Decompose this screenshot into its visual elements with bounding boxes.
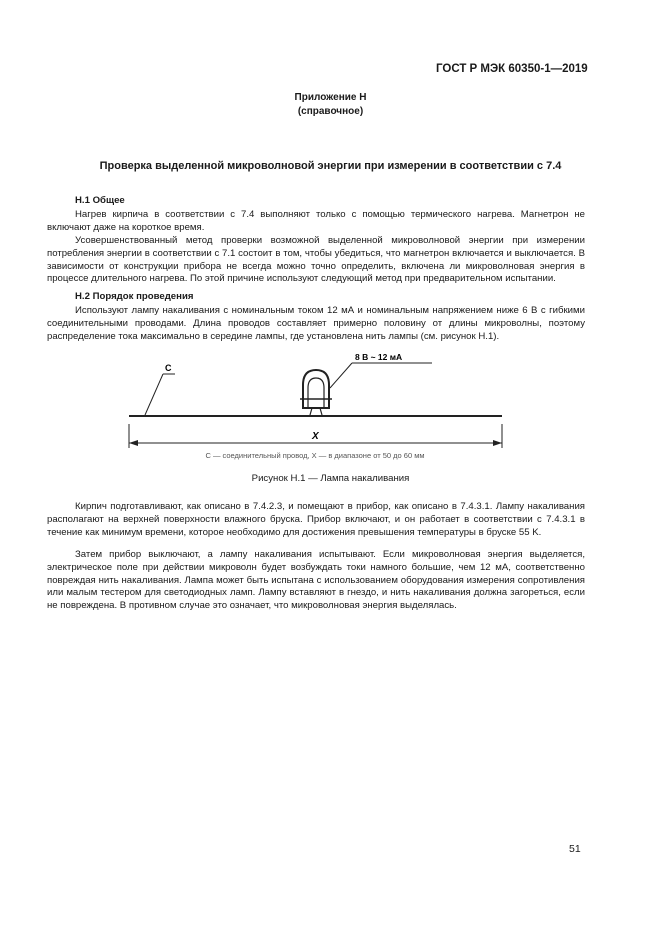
- figure-lamp-diagram: [0, 350, 661, 465]
- document-title: Проверка выделенной микроволновой энергии при измерении в соответствии с 7.4: [99, 160, 562, 172]
- lamp-icon: [300, 370, 332, 415]
- figure-caption: Рисунок Н.1 — Лампа накаливания: [251, 473, 410, 484]
- section-heading-h1: Н.1 Общее: [75, 195, 125, 206]
- paragraph: [47, 235, 585, 286]
- arrow-left: [129, 440, 138, 446]
- section-heading-h2: Н.2 Порядок проведения: [75, 291, 194, 302]
- standard-designation: ГОСТ Р МЭК 60350-1—2019: [436, 63, 588, 75]
- annex-title: Приложение Н: [294, 92, 367, 103]
- arrow-right: [493, 440, 502, 446]
- page-number: 51: [569, 843, 581, 855]
- paragraph-text: Кирпич подготавливают, как описано в 7.4.2.3, и помещают в прибор, как описано в 7.4.3.1. Лампу накаливания располагают на верхней поверхности влажного бруска. Прибор включают, и он работает в соответствии с 7.4.3.1 в течение как минимум времени, которое необходимо для достижения превышения температуры в бруске 55 K.: [47, 501, 585, 538]
- paragraph: [47, 209, 585, 235]
- leader-lamp: [330, 363, 352, 388]
- paragraph-text: Нагрев кирпича в соответствии с 7.4 выполняют только с помощью термического нагрева. Магнетрон не включают даже на короткое время.: [47, 209, 585, 233]
- label-c: C: [165, 363, 172, 373]
- paragraph-text: Усовершенствованный метод проверки возможной выделенной микроволновой энергии при измерении потребления энергии в соответствии с 7.1 состоит в том, чтобы убедиться, что магнетрон включается и выключается. В зависимости от конструкции прибора не всегда можно точно определить, включена ли микроволновая энергия в процессе длительного нагрева. По этой причине используют следующий метод при предварительном испытании.: [47, 235, 585, 285]
- paragraph: [47, 305, 585, 343]
- paragraph-text: Затем прибор выключают, а лампу накаливания испытывают. Если микроволновая энергия выделяется, электрическое поле при действии микроволн будет возбуждать токи намного большие, чем 12 мА, соответственно повреждая нить накаливания. Лампа может быть испытана с использованием оборудования измерения сопротивления или малым тестером для светодиодных ламп. Лампу вставляют в гнездо, и нить накаливания должна загореться, если не повреждена. В противном случае это означает, что микроволновая энергия выделялась.: [47, 549, 585, 612]
- paragraph-text: Используют лампу накаливания с номинальным током 12 мА и номинальным напряжением ниже 6 В с гибкими соединительными проводами. Длина проводов составляет примерно половину от длины микроволны, поэтому распределение тока максимально в середине лампы, где установлена нить лампы (см. рисунок Н.1).: [47, 305, 585, 342]
- annex-status: (справочное): [297, 106, 364, 117]
- paragraph: [47, 501, 585, 539]
- figure-legend: С — соединительный провод, X — в диапазоне от 50 до 60 мм: [205, 451, 425, 460]
- leader-c: [145, 374, 163, 415]
- label-lamp-rating: 8 В ~ 12 мА: [355, 352, 403, 362]
- label-x: X: [312, 431, 319, 442]
- paragraph: [47, 549, 585, 613]
